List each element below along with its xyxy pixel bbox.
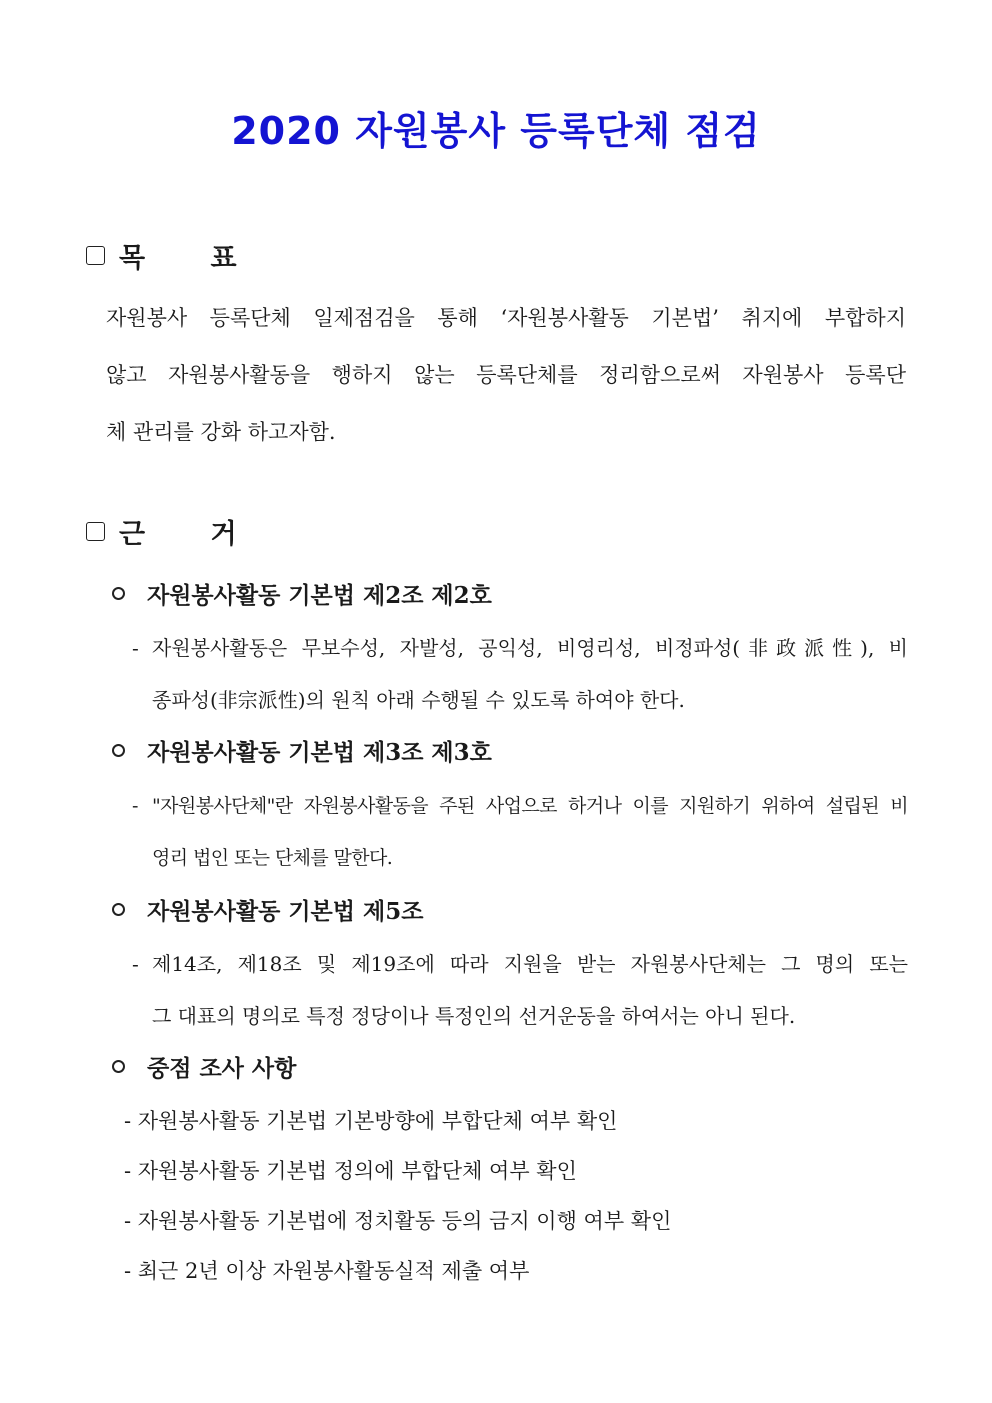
focus-item: - 자원봉사활동 기본법 정의에 부합단체 여부 확인 [124, 1159, 577, 1183]
focus-title: 중점 조사 사항 [147, 1055, 297, 1082]
body-line: 종파성(非宗派性)의 원칙 아래 수행될 수 있도록 하여야 한다. [152, 688, 685, 712]
body-line: 영리 법인 또는 단체를 말한다. [152, 847, 393, 869]
basis-section-heading [112, 734, 492, 767]
goal-heading-label: 목 표 [119, 243, 265, 274]
basis-section-body [132, 938, 908, 1042]
focus-heading [112, 1050, 296, 1083]
checkbox-square-icon [86, 246, 105, 265]
basis-section-heading [112, 577, 492, 610]
focus-item: - 최근 2년 이상 자원봉사활동실적 제출 여부 [124, 1259, 530, 1283]
goal-line: 체 관리를 강화 하고자함. [106, 420, 336, 444]
circle-bullet-icon [112, 903, 125, 916]
basis-heading [86, 512, 265, 551]
body-line: 그 대표의 명의로 특정 정당이나 특정인의 선거운동을 하여서는 아니 된다. [152, 1004, 796, 1028]
body-line: "자원봉사단체"란 자원봉사활동을 주된 사업으로 하거나 이를 지원하기 위하여 설립된 비 [152, 795, 908, 817]
basis-section-title: 자원봉사활동 기본법 제3조 제3호 [147, 739, 492, 766]
basis-section-body [132, 780, 908, 884]
basis-section-heading [112, 893, 423, 926]
dash-marker: - [132, 795, 138, 817]
dash-marker: - [132, 952, 139, 976]
basis-section-title: 자원봉사활동 기본법 제2조 제2호 [147, 582, 492, 609]
body-line: 제14조, 제18조 및 제19조에 따라 지원을 받는 자원봉사단체는 그 명의 또는 [152, 952, 908, 976]
circle-bullet-icon [112, 587, 125, 600]
basis-section-body [132, 622, 908, 726]
focus-item: - 자원봉사활동 기본법에 정치활동 등의 금지 이행 여부 확인 [124, 1209, 672, 1233]
goal-line: 자원봉사 등록단체 일제점검을 통해 ‘자원봉사활동 기본법’ 취지에 부합하지 [106, 306, 906, 330]
focus-item: - 자원봉사활동 기본법 기본방향에 부합단체 여부 확인 [124, 1109, 618, 1133]
circle-bullet-icon [112, 744, 125, 757]
basis-heading-label: 근 거 [119, 519, 265, 550]
dash-marker: - [132, 636, 139, 660]
checkbox-square-icon [86, 522, 105, 541]
body-line: 자원봉사활동은 무보수성, 자발성, 공익성, 비영리성, 비정파성(非政派性), 비 [152, 636, 908, 660]
goal-paragraph [106, 290, 906, 461]
goal-heading [86, 236, 265, 275]
page-title: 2020 자원봉사 등록단체 점검 [231, 109, 761, 153]
basis-section-title: 자원봉사활동 기본법 제5조 [147, 898, 424, 925]
circle-bullet-icon [112, 1060, 125, 1073]
goal-line: 않고 자원봉사활동을 행하지 않는 등록단체를 정리함으로써 자원봉사 등록단 [106, 363, 906, 387]
